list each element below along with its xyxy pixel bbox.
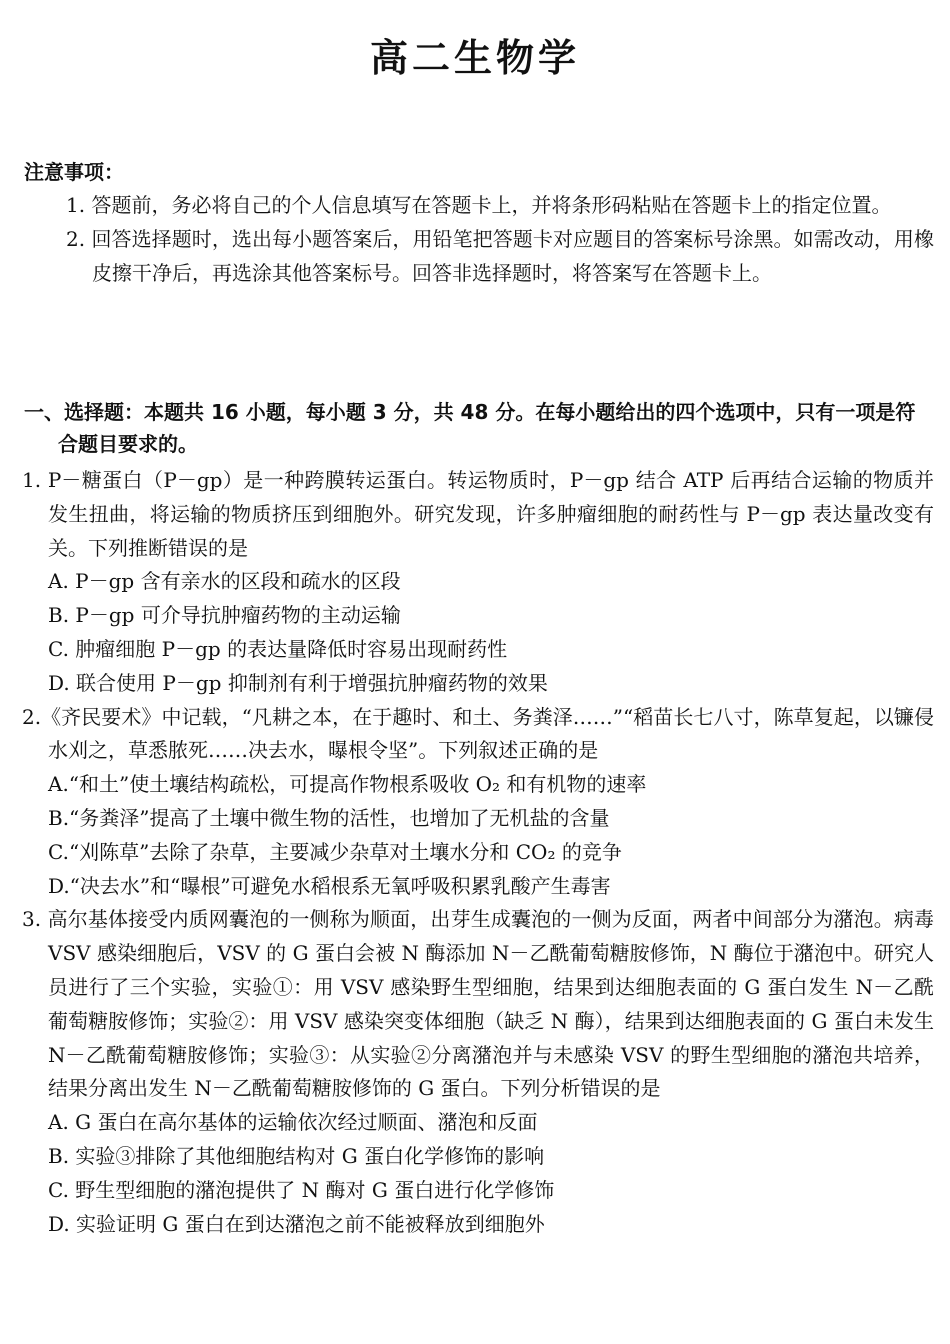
option-d: D. 联合使用 P－gp 抑制剂有利于增强抗肿瘤药物的效果	[48, 670, 548, 695]
option-a: A.“和土”使土壤结构疏松，可提高作物根系吸收 O₂ 和有机物的速率	[48, 772, 647, 797]
page-title: 高二生物学	[369, 36, 580, 80]
question-list	[22, 464, 934, 1241]
question-stem: 1. P－糖蛋白（P－gp）是一种跨膜转运蛋白。转运物质时，P－gp 结合 ATP 后再结合运输的物质并发生扭曲，将运输的物质挤压到细胞外。研究发现，许多肿瘤细胞的耐药性与 P－gp 表达量改变有关。下列推断错误的是	[22, 468, 934, 560]
option-c: C. 野生型细胞的潴泡提供了 N 酶对 G 蛋白进行化学修饰	[48, 1177, 555, 1202]
notice-list	[66, 188, 934, 290]
option-c: C. 肿瘤细胞 P－gp 的表达量降低时容易出现耐药性	[48, 636, 508, 661]
option-b: B. 实验③排除了其他细胞结构对 G 蛋白化学修饰的影响	[48, 1143, 545, 1168]
option-c: C.“刈陈草”去除了杂草，主要减少杂草对土壤水分和 CO₂ 的竞争	[48, 839, 622, 864]
question-2	[22, 701, 934, 904]
notice-item: 1. 答题前，务必将自己的个人信息填写在答题卡上，并将条形码粘贴在答题卡上的指定位置。	[66, 193, 892, 217]
question-3	[22, 903, 934, 1241]
notice-item: 2. 回答选择题时，选出每小题答案后，用铅笔把答题卡对应题目的答案标号涂黑。如需改动，用橡皮擦干净后，再选涂其他答案标号。回答非选择题时，将答案写在答题卡上。	[66, 227, 934, 285]
notice-heading: 注意事项：	[24, 160, 124, 184]
section-heading: 一、选择题：本题共 16 小题，每小题 3 分，共 48 分。在每小题给出的四个选项中，只有一项是符合题目要求的。	[24, 400, 916, 456]
option-b: B. P－gp 可介导抗肿瘤药物的主动运输	[48, 603, 401, 628]
option-a: A. P－gp 含有亲水的区段和疏水的区段	[48, 569, 401, 594]
option-b: B.“务粪泽”提高了土壤中微生物的活性，也增加了无机盐的含量	[48, 805, 610, 830]
option-d: D. 实验证明 G 蛋白在到达潴泡之前不能被释放到细胞外	[48, 1211, 545, 1236]
option-a: A. G 蛋白在高尔基体的运输依次经过顺面、潴泡和反面	[48, 1110, 538, 1135]
question-stem: 3. 高尔基体接受内质网囊泡的一侧称为顺面，出芽生成囊泡的一侧为反面，两者中间部分为潴泡。病毒 VSV 感染细胞后，VSV 的 G 蛋白会被 N 酶添加 N－乙酰葡萄糖胺修饰，N 酶位于潴泡中。研究人员进行了三个实验，实验①：用 VSV 感染野生型细胞，结果到达细胞表面的 G 蛋白发生 N－乙酰葡萄糖胺修饰；实验②：用 VSV 感染突变体细胞（缺乏 N 酶），结果到达细胞表面的 G 蛋白未发生 N－乙酰葡萄糖胺修饰；实验③：从实验②分离潴泡并与未感染 VSV 的野生型细胞的潴泡共培养，结果分离出发生 N－乙酰葡萄糖胺修饰的 G 蛋白。下列分析错误的是	[22, 907, 934, 1101]
question-stem: 2.《齐民要术》中记载，“凡耕之本，在于趣时、和土、务粪泽……”“稻苗长七八寸，陈草复起，以镰侵水刈之，草悉脓死……决去水，曝根令坚”。下列叙述正确的是	[22, 704, 934, 763]
question-1	[22, 464, 934, 701]
option-d: D.“决去水”和“曝根”可避免水稻根系无氧呼吸积累乳酸产生毒害	[48, 873, 611, 898]
